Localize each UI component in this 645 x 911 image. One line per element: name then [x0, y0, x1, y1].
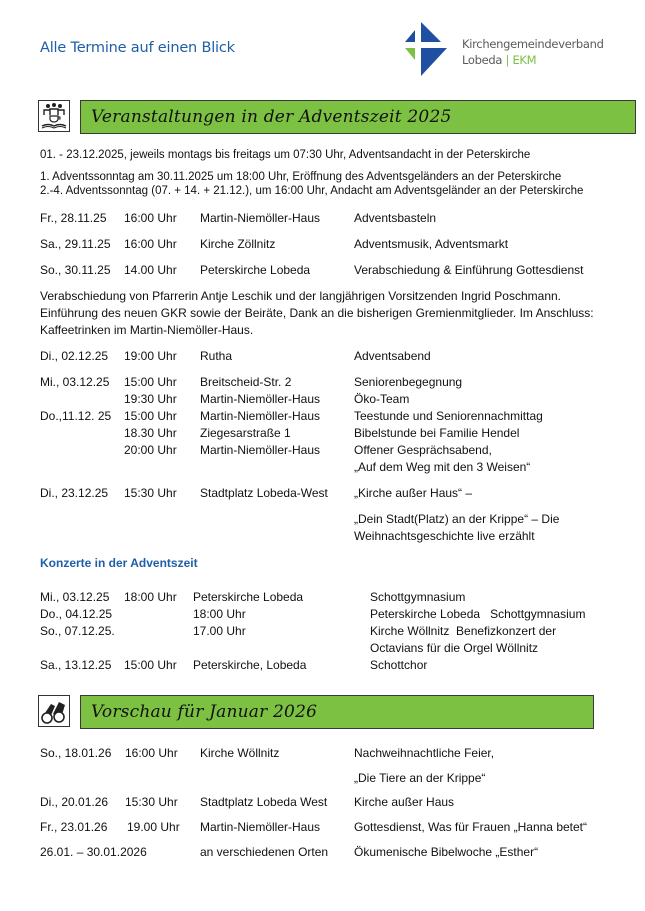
concert-date: So., 07.12.25. — [40, 624, 115, 638]
event-date: Di., 02.12.25 — [40, 349, 109, 363]
concert-date: Sa., 13.12.25 — [40, 658, 112, 672]
concert-place: 18:00 Uhr — [193, 607, 246, 621]
logo-ekm: EKM — [512, 53, 537, 67]
january-title: Nachweihnachtliche Feier, — [354, 746, 495, 760]
event-place: Martin-Niemöller-Haus — [200, 211, 321, 225]
event-title: „Dein Stadt(Platz) an der Krippe“ – Die — [354, 512, 560, 526]
concert-title: Schottgymnasium — [370, 590, 466, 604]
event-time: 16:00 Uhr — [124, 237, 177, 251]
section-heading-january — [38, 695, 594, 729]
event-date: So., 30.11.25 — [40, 263, 111, 277]
january-title: Ökumenische Bibelwoche „Esther“ — [354, 845, 539, 859]
concert-title: Octavians für die Orgel Wöllnitz — [370, 641, 539, 655]
january-title: „Die Tiere an der Krippe“ — [354, 771, 486, 785]
concerts-heading: Konzerte in der Adventszeit — [40, 556, 198, 570]
january-title: Kirche außer Haus — [354, 795, 455, 809]
event-title: Seniorenbegegnung — [354, 375, 463, 389]
event-date: Mi., 03.12.25 — [40, 375, 110, 389]
event-title: „Auf dem Weg mit den 3 Weisen“ — [354, 460, 531, 474]
january-title: Gottesdienst, Was für Frauen „Hanna betet“ — [354, 820, 587, 834]
event-place: Martin-Niemöller-Haus — [200, 392, 321, 406]
event-time: 19:00 Uhr — [124, 349, 177, 363]
event-date: Di., 23.12.25 — [40, 486, 109, 500]
january-date: So., 18.01.26 — [40, 746, 112, 760]
event-time: 15:30 Uhr — [124, 486, 177, 500]
concert-place: 17.00 Uhr — [193, 624, 246, 638]
event-title: Öko-Team — [354, 392, 410, 406]
event-title: Offener Gesprächsabend, — [354, 443, 492, 457]
event-note: Verabschiedung von Pfarrerin Antje Leschik und der langjährigen Vorsitzenden Ingrid Poschmann. Einführung des neuen GKR sowie der Beiräte, Dank an die bisherigen Gremienmitglieder. Im Anschluss: Kaffeetrinken im Martin-Niemöller-Haus. — [40, 289, 594, 337]
event-title: Verabschiedung & Einführung Gottesdienst — [354, 263, 584, 277]
concert-date: Do., 04.12.25 — [40, 607, 113, 621]
january-date: Di., 20.01.26 — [40, 795, 109, 809]
page-title: Alle Termine auf einen Blick — [40, 40, 235, 56]
concert-title: Schottchor — [370, 658, 428, 672]
event-time: 20:00 Uhr — [124, 443, 177, 457]
event-time: 18.30 Uhr — [124, 426, 177, 440]
section-heading-advent — [38, 100, 596, 134]
event-title: Teestunde und Seniorennachmittag — [354, 409, 543, 423]
event-title: Adventsbasteln — [354, 211, 437, 225]
january-place: Martin-Niemöller-Haus — [200, 820, 321, 834]
concert-time: 15:00 Uhr — [124, 658, 177, 672]
january-time: 19.00 Uhr — [127, 820, 180, 834]
concert-time: 18:00 Uhr — [124, 590, 177, 604]
intro-line: 1. Adventssonntag am 30.11.2025 um 18:00 Uhr, Eröffnung des Adventsgeländers an der Peterskirche — [40, 171, 562, 183]
january-time: 16:00 Uhr — [125, 746, 178, 760]
section-bar — [80, 695, 594, 729]
logo-line2 — [462, 52, 604, 68]
event-place: Rutha — [200, 349, 233, 363]
people-coffee-book-icon — [38, 100, 70, 132]
event-place: Stadtplatz Lobeda-West — [200, 486, 328, 500]
section-title: Veranstaltungen in der Adventszeit 2025 — [91, 107, 452, 127]
event-place: Breitscheid-Str. 2 — [200, 375, 292, 389]
event-title: Adventsmusik, Adventsmarkt — [354, 237, 509, 251]
event-title: Adventsabend — [354, 349, 431, 363]
event-place: Martin-Niemöller-Haus — [200, 409, 321, 423]
intro-line: 2.-4. Adventssonntag (07. + 14. + 21.12.), um 16:00 Uhr, Andacht am Adventsgeländer an der Peterskirche — [40, 185, 584, 197]
logo-lobeda: Lobeda — [462, 53, 503, 67]
logo-separator: | — [502, 53, 513, 67]
event-title: Weihnachtsgeschichte live erzählt — [354, 529, 535, 543]
event-time: 16:00 Uhr — [124, 211, 177, 225]
event-place: Kirche Zöllnitz — [200, 237, 276, 251]
logo-text — [462, 36, 604, 68]
binoculars-icon — [38, 695, 70, 727]
logo-line1: Kirchengemeindeverband — [462, 37, 604, 51]
event-date: Fr., 28.11.25 — [40, 211, 107, 225]
event-date: Sa., 29.11.25 — [40, 237, 111, 251]
january-date: Fr., 23.01.26 — [40, 820, 108, 834]
event-time: 15:00 Uhr — [124, 409, 177, 423]
january-place: an verschiedenen Orten — [200, 845, 329, 859]
section-bar — [80, 100, 636, 134]
event-time: 15:00 Uhr — [124, 375, 177, 389]
section-title: Vorschau für Januar 2026 — [91, 702, 318, 722]
january-date: 26.01. – 30.01.2026 — [40, 845, 147, 859]
event-time: 19:30 Uhr — [124, 392, 177, 406]
january-place: Kirche Wöllnitz — [200, 746, 280, 760]
concert-place: Peterskirche Lobeda — [193, 590, 304, 604]
event-place: Martin-Niemöller-Haus — [200, 443, 321, 457]
event-title: Bibelstunde bei Familie Hendel — [354, 426, 520, 440]
concert-title: Peterskirche Lobeda Schottgymnasium — [370, 607, 586, 621]
event-title: „Kirche außer Haus“ – — [354, 486, 473, 500]
concert-title: Kirche Wöllnitz Benefizkonzert der — [370, 624, 557, 638]
intro-line: 01. - 23.12.2025, jeweils montags bis freitags um 07:30 Uhr, Adventsandacht in der Peterskirche — [40, 149, 531, 161]
event-place: Peterskirche Lobeda — [200, 263, 311, 277]
church-cross-logo-icon — [401, 22, 455, 76]
event-date: Do.,11.12. 25 — [40, 409, 112, 423]
january-place: Stadtplatz Lobeda West — [200, 795, 328, 809]
event-time: 14.00 Uhr — [124, 263, 177, 277]
concert-place: Peterskirche, Lobeda — [193, 658, 307, 672]
concert-date: Mi., 03.12.25 — [40, 590, 110, 604]
january-time: 15:30 Uhr — [125, 795, 178, 809]
event-place: Ziegesarstraße 1 — [200, 426, 291, 440]
